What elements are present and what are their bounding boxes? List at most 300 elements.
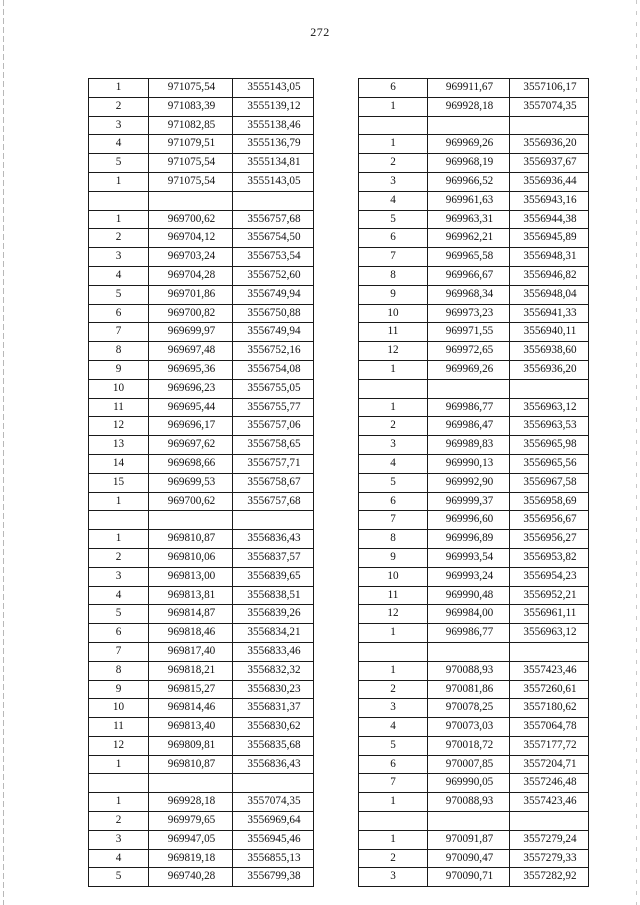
table-row: [359, 530, 589, 549]
table-separator-row: [359, 812, 589, 831]
point-number-cell: 1: [359, 97, 428, 116]
point-number-cell: 13: [89, 436, 149, 455]
x-coordinate-cell: 969973,23: [428, 304, 510, 323]
table-row: [359, 567, 589, 586]
scan-edge-left: [3, 0, 4, 905]
x-coordinate-cell: 970018,72: [428, 736, 510, 755]
table-row: [359, 699, 589, 718]
point-number-cell: [359, 812, 428, 831]
y-coordinate-cell: 3556937,67: [510, 154, 589, 173]
x-coordinate-cell: 969809,81: [149, 736, 233, 755]
point-number-cell: 6: [89, 304, 149, 323]
table-row: [89, 755, 314, 774]
y-coordinate-cell: 3556754,08: [233, 360, 314, 379]
x-coordinate-cell: [149, 191, 233, 210]
x-coordinate-cell: 969819,18: [149, 849, 233, 868]
y-coordinate-cell: 3556948,31: [510, 248, 589, 267]
table-row: [359, 492, 589, 511]
table-row: [89, 172, 314, 191]
x-coordinate-cell: 970007,85: [428, 755, 510, 774]
point-number-cell: 5: [359, 473, 428, 492]
y-coordinate-cell: 3556830,23: [233, 680, 314, 699]
x-coordinate-cell: 969704,12: [149, 229, 233, 248]
point-number-cell: 4: [89, 135, 149, 154]
x-coordinate-cell: 969990,13: [428, 454, 510, 473]
x-coordinate-cell: 970090,71: [428, 868, 510, 887]
x-coordinate-cell: 971075,54: [149, 172, 233, 191]
x-coordinate-cell: 969966,67: [428, 266, 510, 285]
x-coordinate-cell: [428, 642, 510, 661]
table-row: [89, 812, 314, 831]
table-separator-row: [89, 191, 314, 210]
table-row: [359, 586, 589, 605]
x-coordinate-cell: 969813,81: [149, 586, 233, 605]
point-number-cell: 5: [89, 154, 149, 173]
table-row: [89, 229, 314, 248]
table-row: [89, 793, 314, 812]
point-number-cell: 5: [359, 210, 428, 229]
y-coordinate-cell: 3556969,64: [233, 812, 314, 831]
x-coordinate-cell: 970091,87: [428, 830, 510, 849]
x-coordinate-cell: 969704,28: [149, 266, 233, 285]
table-row: [359, 304, 589, 323]
x-coordinate-cell: 969911,67: [428, 79, 510, 98]
x-coordinate-cell: 969697,62: [149, 436, 233, 455]
x-coordinate-cell: 970090,47: [428, 849, 510, 868]
x-coordinate-cell: 970073,03: [428, 718, 510, 737]
x-coordinate-cell: 969810,87: [149, 755, 233, 774]
y-coordinate-cell: 3556961,11: [510, 605, 589, 624]
point-number-cell: 1: [89, 793, 149, 812]
table-row: [89, 567, 314, 586]
x-coordinate-cell: 969961,63: [428, 191, 510, 210]
y-coordinate-cell: 3557204,71: [510, 755, 589, 774]
point-number-cell: 1: [359, 360, 428, 379]
x-coordinate-cell: 969696,23: [149, 379, 233, 398]
x-coordinate-cell: 969696,17: [149, 417, 233, 436]
x-coordinate-cell: 969990,48: [428, 586, 510, 605]
table-row: [89, 586, 314, 605]
y-coordinate-cell: 3556757,68: [233, 210, 314, 229]
x-coordinate-cell: 969966,52: [428, 172, 510, 191]
y-coordinate-cell: 3556938,60: [510, 342, 589, 361]
point-number-cell: 5: [89, 868, 149, 887]
table-row: [89, 248, 314, 267]
table-row: [89, 492, 314, 511]
table-row: [89, 285, 314, 304]
point-number-cell: 15: [89, 473, 149, 492]
y-coordinate-cell: 3556963,53: [510, 417, 589, 436]
y-coordinate-cell: 3556965,98: [510, 436, 589, 455]
y-coordinate-cell: 3556836,43: [233, 530, 314, 549]
y-coordinate-cell: [510, 379, 589, 398]
coordinates-table-right-body: [359, 79, 589, 887]
y-coordinate-cell: 3556755,77: [233, 398, 314, 417]
y-coordinate-cell: 3557064,78: [510, 718, 589, 737]
table-row: [359, 548, 589, 567]
table-row: [359, 323, 589, 342]
x-coordinate-cell: 969990,05: [428, 774, 510, 793]
point-number-cell: 1: [89, 755, 149, 774]
point-number-cell: 12: [359, 605, 428, 624]
point-number-cell: 6: [359, 492, 428, 511]
point-number-cell: 1: [89, 530, 149, 549]
y-coordinate-cell: 3556835,68: [233, 736, 314, 755]
y-coordinate-cell: 3556758,65: [233, 436, 314, 455]
y-coordinate-cell: [233, 191, 314, 210]
point-number-cell: 1: [359, 624, 428, 643]
table-row: [359, 511, 589, 530]
x-coordinate-cell: 970081,86: [428, 680, 510, 699]
table-row: [359, 830, 589, 849]
table-row: [89, 323, 314, 342]
y-coordinate-cell: 3557074,35: [510, 97, 589, 116]
y-coordinate-cell: 3556940,11: [510, 323, 589, 342]
point-number-cell: 1: [89, 492, 149, 511]
y-coordinate-cell: 3557106,17: [510, 79, 589, 98]
point-number-cell: 5: [359, 736, 428, 755]
point-number-cell: 6: [359, 229, 428, 248]
table-row: [89, 210, 314, 229]
table-row: [359, 849, 589, 868]
table-row: [89, 605, 314, 624]
point-number-cell: 12: [89, 417, 149, 436]
y-coordinate-cell: 3556855,13: [233, 849, 314, 868]
y-coordinate-cell: 3556958,69: [510, 492, 589, 511]
x-coordinate-cell: 969810,87: [149, 530, 233, 549]
table-separator-row: [359, 379, 589, 398]
table-row: [89, 417, 314, 436]
table-row: [89, 454, 314, 473]
y-coordinate-cell: 3556944,38: [510, 210, 589, 229]
x-coordinate-cell: 969697,48: [149, 342, 233, 361]
y-coordinate-cell: 3556963,12: [510, 398, 589, 417]
table-row: [359, 210, 589, 229]
x-coordinate-cell: 970078,25: [428, 699, 510, 718]
y-coordinate-cell: 3556936,20: [510, 135, 589, 154]
y-coordinate-cell: 3556943,16: [510, 191, 589, 210]
x-coordinate-cell: 971075,54: [149, 154, 233, 173]
x-coordinate-cell: 969996,89: [428, 530, 510, 549]
table-row: [89, 661, 314, 680]
table-row: [359, 97, 589, 116]
y-coordinate-cell: 3556967,58: [510, 473, 589, 492]
x-coordinate-cell: 969699,97: [149, 323, 233, 342]
x-coordinate-cell: 969701,86: [149, 285, 233, 304]
x-coordinate-cell: 971082,85: [149, 116, 233, 135]
point-number-cell: 9: [359, 548, 428, 567]
x-coordinate-cell: 969928,18: [428, 97, 510, 116]
y-coordinate-cell: 3556750,88: [233, 304, 314, 323]
point-number-cell: 5: [89, 605, 149, 624]
table-row: [359, 473, 589, 492]
x-coordinate-cell: 969815,27: [149, 680, 233, 699]
point-number-cell: 3: [89, 830, 149, 849]
point-number-cell: 12: [89, 736, 149, 755]
x-coordinate-cell: 969700,82: [149, 304, 233, 323]
y-coordinate-cell: 3555138,46: [233, 116, 314, 135]
point-number-cell: 4: [89, 849, 149, 868]
table-row: [359, 248, 589, 267]
point-number-cell: 3: [359, 868, 428, 887]
point-number-cell: 2: [359, 680, 428, 699]
y-coordinate-cell: 3556945,89: [510, 229, 589, 248]
x-coordinate-cell: 969810,06: [149, 548, 233, 567]
y-coordinate-cell: 3557180,62: [510, 699, 589, 718]
table-row: [89, 342, 314, 361]
y-coordinate-cell: 3556956,67: [510, 511, 589, 530]
table-row: [89, 97, 314, 116]
x-coordinate-cell: 971083,39: [149, 97, 233, 116]
table-row: [359, 755, 589, 774]
x-coordinate-cell: 969992,90: [428, 473, 510, 492]
point-number-cell: 12: [359, 342, 428, 361]
scan-edge-right: [636, 0, 637, 905]
point-number-cell: 7: [359, 248, 428, 267]
point-number-cell: 7: [89, 323, 149, 342]
point-number-cell: 1: [359, 135, 428, 154]
x-coordinate-cell: 971075,54: [149, 79, 233, 98]
point-number-cell: 10: [89, 699, 149, 718]
table-row: [359, 661, 589, 680]
point-number-cell: 6: [89, 624, 149, 643]
page-number: 272: [310, 25, 330, 39]
y-coordinate-cell: 3555143,05: [233, 79, 314, 98]
table-separator-row: [359, 116, 589, 135]
point-number-cell: 11: [89, 398, 149, 417]
x-coordinate-cell: 970088,93: [428, 661, 510, 680]
y-coordinate-cell: 3556757,71: [233, 454, 314, 473]
y-coordinate-cell: 3557423,46: [510, 793, 589, 812]
x-coordinate-cell: 969984,00: [428, 605, 510, 624]
point-number-cell: 4: [359, 718, 428, 737]
y-coordinate-cell: 3556839,26: [233, 605, 314, 624]
point-number-cell: 7: [359, 774, 428, 793]
point-number-cell: 4: [359, 454, 428, 473]
table-row: [359, 135, 589, 154]
point-number-cell: 5: [89, 285, 149, 304]
x-coordinate-cell: 969971,55: [428, 323, 510, 342]
point-number-cell: 9: [89, 360, 149, 379]
x-coordinate-cell: 969814,46: [149, 699, 233, 718]
table-row: [359, 624, 589, 643]
y-coordinate-cell: 3556754,50: [233, 229, 314, 248]
x-coordinate-cell: 969740,28: [149, 868, 233, 887]
y-coordinate-cell: 3556836,43: [233, 755, 314, 774]
y-coordinate-cell: 3556753,54: [233, 248, 314, 267]
point-number-cell: [89, 511, 149, 530]
table-row: [89, 266, 314, 285]
point-number-cell: 11: [359, 323, 428, 342]
table-row: [359, 154, 589, 173]
x-coordinate-cell: 969968,34: [428, 285, 510, 304]
table-row: [89, 436, 314, 455]
x-coordinate-cell: 969695,44: [149, 398, 233, 417]
table-row: [89, 699, 314, 718]
x-coordinate-cell: 970088,93: [428, 793, 510, 812]
point-number-cell: 9: [89, 680, 149, 699]
point-number-cell: 2: [89, 229, 149, 248]
table-row: [359, 191, 589, 210]
x-coordinate-cell: 969695,36: [149, 360, 233, 379]
x-coordinate-cell: 969979,65: [149, 812, 233, 831]
x-coordinate-cell: 969963,31: [428, 210, 510, 229]
x-coordinate-cell: 969986,77: [428, 398, 510, 417]
point-number-cell: 4: [359, 191, 428, 210]
y-coordinate-cell: 3556752,60: [233, 266, 314, 285]
point-number-cell: 3: [89, 248, 149, 267]
x-coordinate-cell: [149, 774, 233, 793]
table-row: [89, 116, 314, 135]
y-coordinate-cell: 3557246,48: [510, 774, 589, 793]
table-row: [89, 360, 314, 379]
point-number-cell: [89, 191, 149, 210]
y-coordinate-cell: 3556963,12: [510, 624, 589, 643]
y-coordinate-cell: 3556946,82: [510, 266, 589, 285]
point-number-cell: 4: [89, 266, 149, 285]
y-coordinate-cell: [233, 774, 314, 793]
y-coordinate-cell: 3555143,05: [233, 172, 314, 191]
point-number-cell: 8: [359, 530, 428, 549]
coordinates-table-right: [358, 78, 589, 887]
x-coordinate-cell: 969698,66: [149, 454, 233, 473]
table-row: [89, 718, 314, 737]
y-coordinate-cell: 3556936,44: [510, 172, 589, 191]
y-coordinate-cell: 3556956,27: [510, 530, 589, 549]
x-coordinate-cell: 969817,40: [149, 642, 233, 661]
point-number-cell: 2: [89, 548, 149, 567]
table-row: [89, 624, 314, 643]
x-coordinate-cell: 969813,40: [149, 718, 233, 737]
table-row: [359, 342, 589, 361]
point-number-cell: 1: [359, 793, 428, 812]
y-coordinate-cell: [233, 511, 314, 530]
table-row: [359, 229, 589, 248]
coordinates-table-left-body: [89, 79, 314, 887]
point-number-cell: 11: [89, 718, 149, 737]
table-row: [359, 718, 589, 737]
y-coordinate-cell: 3556936,20: [510, 360, 589, 379]
point-number-cell: 10: [89, 379, 149, 398]
y-coordinate-cell: 3556839,65: [233, 567, 314, 586]
y-coordinate-cell: 3557279,24: [510, 830, 589, 849]
point-number-cell: 3: [359, 436, 428, 455]
x-coordinate-cell: 969999,37: [428, 492, 510, 511]
point-number-cell: 2: [89, 812, 149, 831]
x-coordinate-cell: 969813,00: [149, 567, 233, 586]
y-coordinate-cell: 3556749,94: [233, 323, 314, 342]
point-number-cell: 2: [359, 154, 428, 173]
table-row: [359, 454, 589, 473]
y-coordinate-cell: 3557177,72: [510, 736, 589, 755]
table-row: [89, 830, 314, 849]
x-coordinate-cell: [428, 379, 510, 398]
y-coordinate-cell: 3556830,62: [233, 718, 314, 737]
point-number-cell: [359, 379, 428, 398]
x-coordinate-cell: 969700,62: [149, 492, 233, 511]
x-coordinate-cell: 969818,21: [149, 661, 233, 680]
table-row: [359, 398, 589, 417]
x-coordinate-cell: 971079,51: [149, 135, 233, 154]
table-row: [359, 680, 589, 699]
y-coordinate-cell: 3556965,56: [510, 454, 589, 473]
table-row: [359, 793, 589, 812]
table-row: [89, 304, 314, 323]
point-number-cell: 8: [89, 342, 149, 361]
y-coordinate-cell: 3556749,94: [233, 285, 314, 304]
point-number-cell: 6: [359, 755, 428, 774]
y-coordinate-cell: 3557282,92: [510, 868, 589, 887]
point-number-cell: 14: [89, 454, 149, 473]
x-coordinate-cell: 969968,19: [428, 154, 510, 173]
x-coordinate-cell: [428, 116, 510, 135]
y-coordinate-cell: 3557423,46: [510, 661, 589, 680]
point-number-cell: 8: [359, 266, 428, 285]
table-row: [359, 285, 589, 304]
y-coordinate-cell: 3557279,33: [510, 849, 589, 868]
y-coordinate-cell: 3555136,79: [233, 135, 314, 154]
x-coordinate-cell: 969947,05: [149, 830, 233, 849]
x-coordinate-cell: 969993,54: [428, 548, 510, 567]
table-row: [89, 642, 314, 661]
point-number-cell: 1: [359, 661, 428, 680]
point-number-cell: 6: [359, 79, 428, 98]
y-coordinate-cell: 3556833,46: [233, 642, 314, 661]
point-number-cell: 9: [359, 285, 428, 304]
y-coordinate-cell: 3556834,21: [233, 624, 314, 643]
table-row: [89, 154, 314, 173]
table-row: [359, 436, 589, 455]
x-coordinate-cell: 969972,65: [428, 342, 510, 361]
y-coordinate-cell: 3556755,05: [233, 379, 314, 398]
table-row: [359, 736, 589, 755]
table-row: [89, 135, 314, 154]
table-row: [359, 605, 589, 624]
y-coordinate-cell: 3556799,38: [233, 868, 314, 887]
point-number-cell: 2: [359, 417, 428, 436]
y-coordinate-cell: 3555139,12: [233, 97, 314, 116]
table-row: [359, 266, 589, 285]
point-number-cell: 8: [89, 661, 149, 680]
point-number-cell: 3: [359, 172, 428, 191]
table-row: [89, 530, 314, 549]
y-coordinate-cell: [510, 642, 589, 661]
table-row: [89, 680, 314, 699]
table-row: [359, 417, 589, 436]
table-separator-row: [89, 774, 314, 793]
point-number-cell: 3: [89, 567, 149, 586]
x-coordinate-cell: 969699,53: [149, 473, 233, 492]
y-coordinate-cell: [510, 812, 589, 831]
point-number-cell: 2: [359, 849, 428, 868]
x-coordinate-cell: 969962,21: [428, 229, 510, 248]
point-number-cell: [359, 642, 428, 661]
x-coordinate-cell: 969814,87: [149, 605, 233, 624]
point-number-cell: 1: [89, 172, 149, 191]
point-number-cell: 2: [89, 97, 149, 116]
y-coordinate-cell: 3556757,06: [233, 417, 314, 436]
y-coordinate-cell: 3556752,16: [233, 342, 314, 361]
table-row: [89, 473, 314, 492]
table-row: [89, 398, 314, 417]
x-coordinate-cell: 969703,24: [149, 248, 233, 267]
point-number-cell: 3: [359, 699, 428, 718]
table-row: [89, 736, 314, 755]
x-coordinate-cell: 969996,60: [428, 511, 510, 530]
y-coordinate-cell: 3556832,32: [233, 661, 314, 680]
point-number-cell: 3: [89, 116, 149, 135]
y-coordinate-cell: 3556953,82: [510, 548, 589, 567]
